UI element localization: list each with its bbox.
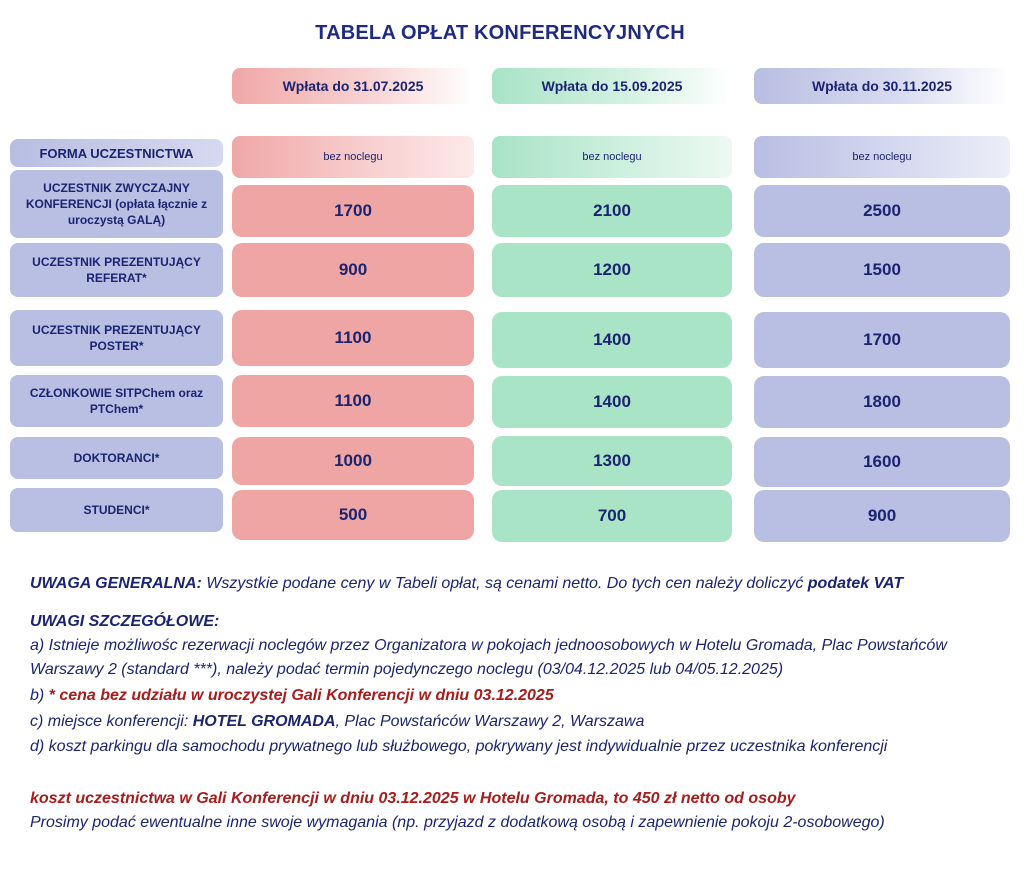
general-note-label: UWAGA GENERALNA: bbox=[30, 575, 202, 592]
note-c-prefix: c) miejsce konferencji: bbox=[30, 713, 193, 730]
price-cell: 2500 bbox=[754, 185, 1010, 237]
column-subheader-1: bez noclegu bbox=[232, 136, 474, 178]
row-label-paper-presenter: UCZESTNIK PREZENTUJĄCY REFERAT* bbox=[10, 243, 223, 297]
price-cell: 1800 bbox=[754, 376, 1010, 428]
detail-notes-heading bbox=[30, 610, 219, 633]
general-note-text: Wszystkie podane ceny w Tabeli opłat, są cenami netto. Do tych cen należy doliczyć bbox=[201, 575, 808, 592]
price-cell: 1100 bbox=[232, 310, 474, 366]
price-cell: 1400 bbox=[492, 312, 732, 368]
note-c bbox=[30, 710, 644, 733]
row-label-poster-presenter: UCZESTNIK PREZENTUJĄCY POSTER* bbox=[10, 310, 223, 366]
price-cell: 1600 bbox=[754, 437, 1010, 487]
price-cell: 1000 bbox=[232, 437, 474, 485]
row-label-phd-students: DOKTORANCI* bbox=[10, 437, 223, 479]
general-note bbox=[30, 572, 903, 595]
price-cell: 1400 bbox=[492, 376, 732, 428]
note-d: d) koszt parkingu dla samochodu prywatnego lub służbowego, pokrywany jest indywidualnie przez uczestnika konferencji bbox=[30, 738, 888, 755]
requests-note: Prosimy podać ewentualne inne swoje wymagania (np. przyjazd z dodatkową osobą i zapewnienie pokoju 2-osobowego) bbox=[30, 814, 885, 831]
price-cell: 2100 bbox=[492, 185, 732, 237]
row-label-regular-participant: UCZESTNIK ZWYCZAJNY KONFERENCJI (opłata łącznie z uroczystą GALĄ) bbox=[10, 170, 223, 238]
row-label-students: STUDENCI* bbox=[10, 488, 223, 532]
note-b-prefix: b) bbox=[30, 687, 49, 704]
price-cell: 1200 bbox=[492, 243, 732, 297]
price-cell: 900 bbox=[754, 490, 1010, 542]
note-a-line-1: a) Istnieje możliwośc rezerwacji noclegów przez Organizatora w pokojach jednoosobowych w Hotelu Gromada, Plac Powstańców bbox=[30, 637, 947, 654]
price-cell: 500 bbox=[232, 490, 474, 540]
price-cell: 1100 bbox=[232, 375, 474, 427]
detail-notes-label: UWAGI SZCZEGÓŁOWE: bbox=[30, 613, 220, 630]
participation-form-header: FORMA UCZESTNICTWA bbox=[10, 139, 223, 167]
price-cell: 900 bbox=[232, 243, 474, 297]
page-title: TABELA OPŁAT KONFERENCYJNYCH bbox=[315, 22, 685, 44]
note-b-text: * cena bez udziału w uroczystej Gali Konferencji w dniu 03.12.2025 bbox=[48, 687, 554, 704]
column-header-date-1: Wpłata do 31.07.2025 bbox=[232, 68, 474, 104]
column-header-date-2: Wpłata do 15.09.2025 bbox=[492, 68, 732, 104]
gala-cost-note: koszt uczestnictwa w Gali Konferencji w dniu 03.12.2025 w Hotelu Gromada, to 450 zł netto od osoby bbox=[30, 790, 796, 807]
price-cell: 700 bbox=[492, 490, 732, 542]
column-subheader-3: bez noclegu bbox=[754, 136, 1010, 178]
row-label-members: CZŁONKOWIE SITPChem oraz PTChem* bbox=[10, 375, 223, 427]
price-cell: 1700 bbox=[232, 185, 474, 237]
price-cell: 1700 bbox=[754, 312, 1010, 368]
column-subheader-2: bez noclegu bbox=[492, 136, 732, 178]
price-cell: 1300 bbox=[492, 436, 732, 486]
price-cell: 1500 bbox=[754, 243, 1010, 297]
column-header-date-3: Wpłata do 30.11.2025 bbox=[754, 68, 1010, 104]
note-c-hotel: HOTEL GROMADA bbox=[192, 713, 336, 730]
note-a-line-2: Warszawy 2 (standard ***), należy podać termin pojedynczego noclegu (03/04.12.2025 lub 04/05.12.2025) bbox=[30, 661, 784, 678]
note-b bbox=[30, 684, 554, 707]
note-c-rest: , Plac Powstańców Warszawy 2, Warszawa bbox=[335, 713, 645, 730]
vat-label: podatek VAT bbox=[807, 575, 904, 592]
